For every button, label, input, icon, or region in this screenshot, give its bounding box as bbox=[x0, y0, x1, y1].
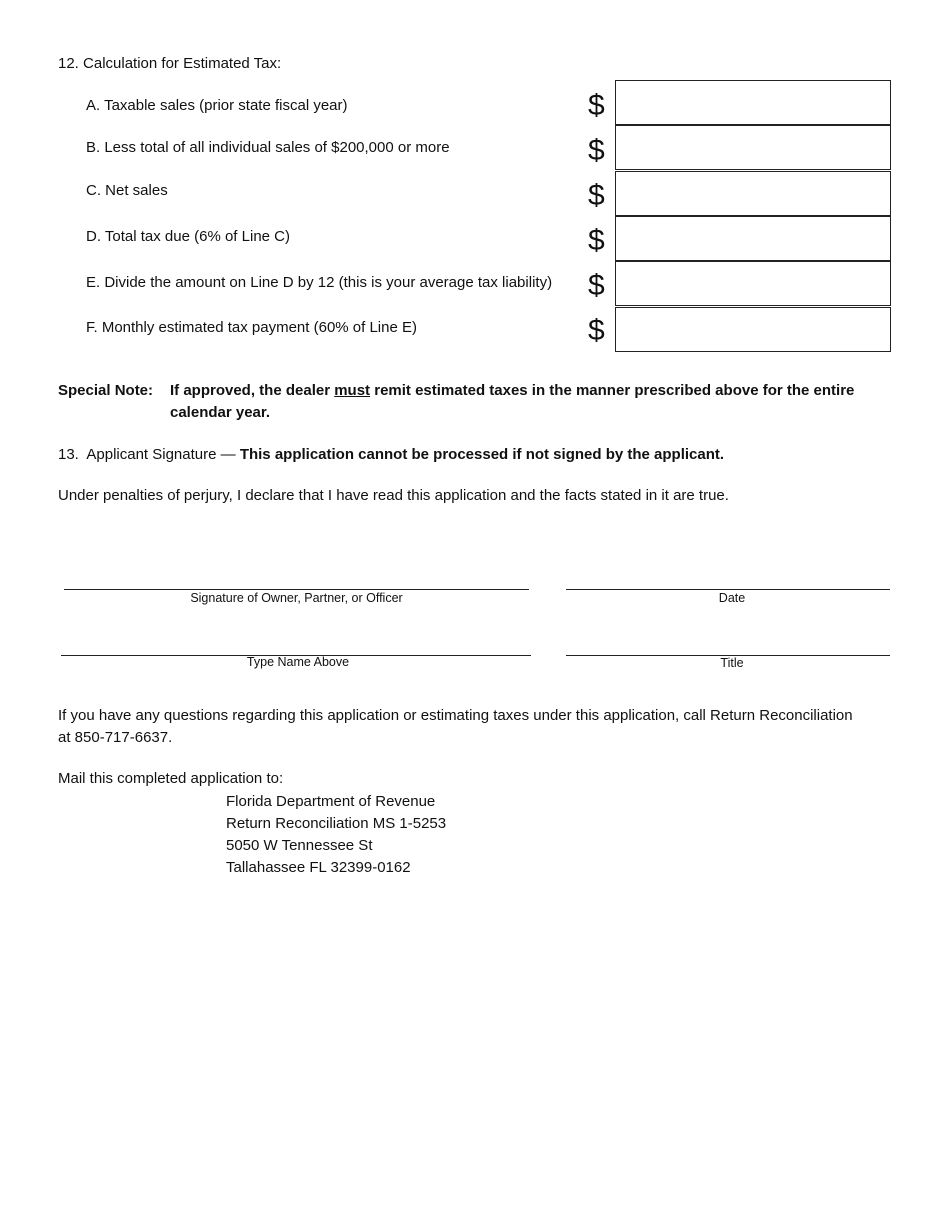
address-line: Return Reconciliation MS 1-5253 bbox=[226, 815, 447, 832]
line-f-amount-field[interactable] bbox=[615, 307, 891, 352]
address-line: 5050 W Tennessee St bbox=[226, 837, 373, 854]
title-label: Title bbox=[720, 656, 744, 670]
line-a-amount-field[interactable] bbox=[615, 80, 891, 125]
perjury-declaration: Under penalties of perjury, I declare that I have read this application and the facts stated in it are true. bbox=[58, 487, 729, 504]
special-note-line-2: calendar year. bbox=[170, 404, 271, 421]
line-e-label: E. Divide the amount on Line D by 12 (this is your average tax liability) bbox=[86, 274, 553, 291]
mailing-intro: Mail this completed application to: bbox=[58, 770, 284, 787]
signature-line[interactable] bbox=[64, 589, 529, 590]
contact-line-2: at 850-717-6637. bbox=[58, 729, 173, 746]
address-line: Tallahassee FL 32399-0162 bbox=[226, 859, 411, 876]
special-note-line-1 bbox=[170, 380, 900, 402]
section-13-heading bbox=[58, 444, 724, 466]
line-d-dollar-sign: $ bbox=[588, 224, 605, 257]
line-d-label: D. Total tax due (6% of Line C) bbox=[86, 228, 290, 245]
type-name-label: Type Name Above bbox=[246, 655, 350, 669]
line-e-dollar-sign: $ bbox=[588, 269, 605, 302]
line-f-dollar-sign: $ bbox=[588, 314, 605, 347]
section-13-title: Applicant Signature — bbox=[86, 446, 236, 463]
contact-paragraph bbox=[58, 705, 853, 749]
address-line: Florida Department of Revenue bbox=[226, 793, 436, 810]
date-label: Date bbox=[718, 591, 746, 605]
date-line[interactable] bbox=[566, 589, 890, 590]
line-c-amount-field[interactable] bbox=[615, 171, 891, 216]
contact-line-1: If you have any questions regarding this application or estimating taxes under this application, call Return Reconciliation bbox=[58, 707, 853, 724]
section-13-warning: This application cannot be processed if not signed by the applicant. bbox=[239, 446, 725, 463]
line-e-amount-field[interactable] bbox=[615, 261, 891, 306]
section-12-heading: 12. Calculation for Estimated Tax: bbox=[58, 55, 282, 72]
mailing-address bbox=[226, 791, 446, 879]
special-note-text-before: If approved, the dealer bbox=[170, 382, 335, 399]
special-note-label: Special Note: bbox=[58, 382, 154, 399]
line-b-label: B. Less total of all individual sales of $200,000 or more bbox=[86, 139, 450, 156]
signature-label: Signature of Owner, Partner, or Officer bbox=[190, 591, 403, 605]
line-c-label: C. Net sales bbox=[86, 182, 168, 199]
line-a-label: A. Taxable sales (prior state fiscal year) bbox=[86, 97, 348, 114]
line-b-amount-field[interactable] bbox=[615, 125, 891, 170]
section-13-number: 13. bbox=[58, 446, 79, 463]
special-note-text-after: remit estimated taxes in the manner prescribed above for the entire bbox=[370, 382, 855, 399]
line-c-dollar-sign: $ bbox=[588, 179, 605, 212]
line-b-dollar-sign: $ bbox=[588, 134, 605, 167]
line-f-label: F. Monthly estimated tax payment (60% of Line E) bbox=[86, 319, 417, 336]
special-note-text bbox=[170, 380, 900, 424]
special-note-emphasis: must bbox=[334, 382, 371, 399]
line-d-amount-field[interactable] bbox=[615, 216, 891, 261]
line-a-dollar-sign: $ bbox=[588, 89, 605, 122]
